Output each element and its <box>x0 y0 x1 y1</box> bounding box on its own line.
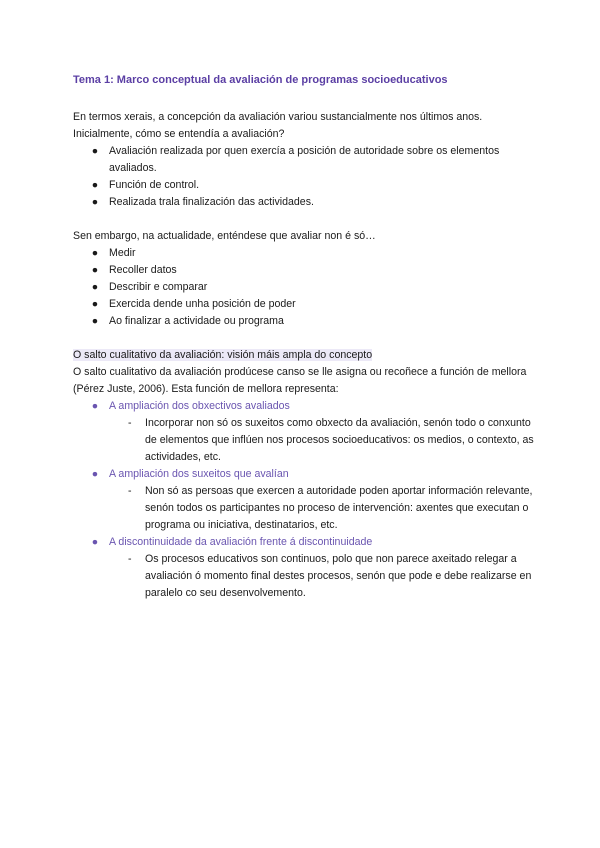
list-item-text: Recoller datos <box>109 264 177 276</box>
bullet-icon: ● <box>91 247 99 259</box>
sub-list-item-text: Non só as persoas que exercen a autoridade poden aportar información relevante, senón todos os participantes no proceso de intervención: axentes que executan o programa ou iniciativa, destinatarios, etc. <box>145 485 533 531</box>
list-item <box>73 279 543 296</box>
list-item-text: Exercida dende unha posición de poder <box>109 298 296 310</box>
spacer <box>73 330 543 347</box>
intro-list <box>73 143 543 211</box>
bullet-icon: ● <box>91 281 99 293</box>
list-item-label: A ampliación dos obxectivos avaliados <box>109 400 290 412</box>
sub-list-item <box>73 551 543 602</box>
sub-list-item <box>73 483 543 534</box>
bullet-icon: ● <box>91 536 99 548</box>
section-heading: O salto cualitativo da avaliación: visión máis ampla do concepto <box>73 349 373 361</box>
dash-icon: - <box>128 485 132 497</box>
list-item-label: A ampliación dos suxeitos que avalían <box>109 468 289 480</box>
list-item <box>73 177 543 194</box>
list-item <box>73 262 543 279</box>
list-item-label: A discontinuidade da avaliación frente á discontinuidade <box>109 536 373 548</box>
sub-list-item <box>73 415 543 466</box>
dash-icon: - <box>128 417 132 429</box>
list-item <box>73 143 543 177</box>
current-lead: Sen embargo, na actualidade, enténdese que avaliar non é só… <box>73 230 376 242</box>
list-item <box>73 398 543 415</box>
bullet-icon: ● <box>91 298 99 310</box>
intro-line-1: En termos xerais, a concepción da avaliación variou sustancialmente nos últimos anos. <box>73 111 483 123</box>
page-title: Tema 1: Marco conceptual da avaliación de programas socioeducativos <box>73 74 448 86</box>
bullet-icon: ● <box>91 315 99 327</box>
list-item-text: Realizada trala finalización das actividades. <box>109 196 314 208</box>
list-item-text: Medir <box>109 247 136 259</box>
sub-list-item-text: Incorporar non só os suxeitos como obxecto da avaliación, senón todo o conxunto de elementos que inflúen nos procesos socioeducativos: os medios, o contexto, as actividades, etc. <box>145 417 534 463</box>
bullet-icon: ● <box>91 196 99 208</box>
bullet-icon: ● <box>91 179 99 191</box>
list-item-text: Ao finalizar a actividade ou programa <box>109 315 284 327</box>
section-list <box>73 398 543 602</box>
sub-list-item-text: Os procesos educativos son continuos, polo que non parece axeitado relegar a avaliación ó momento final destes procesos, senón que pode e debe realizarse en paralelo co seu desenvolvemento. <box>145 553 532 599</box>
list-item-text: Describir e comparar <box>109 281 208 293</box>
current-list <box>73 245 543 330</box>
intro-line-2: Inicialmente, cómo se entendía a avaliación? <box>73 128 285 140</box>
bullet-icon: ● <box>91 468 99 480</box>
list-item <box>73 194 543 211</box>
list-item-text: Función de control. <box>109 179 200 191</box>
dash-icon: - <box>128 553 132 565</box>
section-heading-line <box>73 347 543 364</box>
bullet-icon: ● <box>91 400 99 412</box>
bullet-icon: ● <box>91 145 99 157</box>
section-paragraph: O salto cualitativo da avaliación prodúcese canso se lle asigna ou recoñece a función de mellora (Pérez Juste, 2006). Esta función de mellora representa: <box>73 366 527 395</box>
list-item <box>73 313 543 330</box>
document-body <box>73 72 543 602</box>
list-item <box>73 296 543 313</box>
bullet-icon: ● <box>91 264 99 276</box>
list-item <box>73 466 543 483</box>
list-item-text: Avaliación realizada por quen exercía a posición de autoridade sobre os elementos avaliados. <box>109 145 500 174</box>
list-item <box>73 534 543 551</box>
spacer <box>73 211 543 228</box>
list-item <box>73 245 543 262</box>
